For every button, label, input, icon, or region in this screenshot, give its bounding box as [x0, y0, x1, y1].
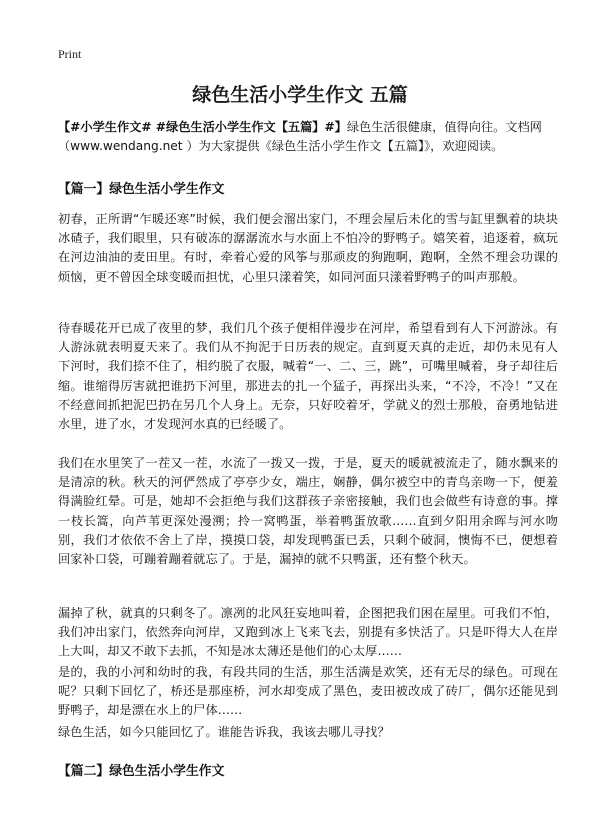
article-paragraph-6: 绿色生活，如今只能回忆了。谁能告诉我，我该去哪儿寻找？ [58, 725, 390, 739]
section-heading-1: 【篇一】绿色生活小学生作文 [58, 182, 225, 197]
intro-text: 绿色生活很健康，值得向往。文档网（www.wendang.net ）为大家提供《绿色生活小学生作文【五篇】》，欢迎阅读。 [58, 120, 542, 153]
section-heading-2: 【篇二】绿色生活小学生作文 [58, 764, 225, 779]
article-paragraph-2: 待春暖花开已成了夜里的梦，我们几个孩子便相伴漫步在河岸，希望看到有人下河游泳。有人游泳就表明夏天来了。我们从不拘泥于日历表的规定。直到夏天真的走近，却仍未见有人下河时，我们捺不住了，相约脱了衣服，喊着“一、二、三，跳”，可嘴里喊着，身子却往后缩。谁缩得厉害就把谁扔下河里，那进去的扎一个猛子，再探出头来，“不冷，不冷！”又在不经意间抓把泥巴扔在另几个人身上。无奈，只好咬着牙，学就义的烈士那般，奋勇地钻进水里，进了水，才发现河水真的已经暖了。 [58, 321, 558, 432]
page-title: 绿色生活小学生作文 五篇 [192, 84, 408, 106]
intro-paragraph [58, 118, 558, 156]
print-link[interactable]: Print [58, 47, 82, 61]
intro-tag: 【#小学生作文# #绿色生活小学生作文【五篇】#】 [58, 120, 347, 134]
article-paragraph-1: 初春，正所谓“乍暖还寒”时候，我们便会溜出家门，不理会屋后未化的雪与缸里飘着的块块冰碴子，我们眼里，只有破冻的潺潺流水与水面上不怕冷的野鸭子。嬉笑着，追逐着，疯玩在河边油油的麦田里。有时，牵着心爱的风筝与那顽皮的狗跑啊，跑啊，全然不理会功课的烦恼，更不曾因全球变暖而担忧，心里只漾着笑，如同河面只漾着野鸭子的叫声那般。 [58, 212, 558, 284]
article-paragraph-3: 我们在水里笑了一茬又一茬，水流了一拨又一拨，于是，夏天的暖就被流走了，随水飘来的是清凉的秋。秋天的河俨然成了亭亭少女，端庄，娴静，偶尔被空中的青鸟亲吻一下，便羞得满脸红晕。可是，她却不会拒绝与我们这群孩子亲密接触，我们也会做些有诗意的事。撑一枝长篙，向芦苇更深处漫溯；拎一窝鸭蛋，举着鸭蛋放歌……直到夕阳用余晖与河水吻别，我们才依依不舍上了岸，摸摸口袋，却发现鸭蛋已丢，只剩个破洞，懊悔不已，便想着回家补口袋，可蹦着蹦着就忘了。于是，漏掉的就不只鸭蛋，还有整个秋天。 [58, 456, 558, 567]
article-paragraph-4: 漏掉了秋，就真的只剩冬了。凛冽的北风狂妄地叫着，企图把我们困在屋里。可我们不怕，我们冲出家门，依然奔向河岸，又跑到冰上飞来飞去，别提有多快活了。只是吓得大人在岸上大叫，却又不敢下去抓，不知是冰太薄还是他们的心太厚…… [58, 606, 558, 659]
article-paragraph-5: 是的，我的小河和幼时的我，有段共同的生活，那生活满是欢笑，还有无尽的绿色。可现在呢？只剩下回忆了，桥还是那座桥，河水却变成了黑色，麦田被改成了砖厂，偶尔还能见到野鸭子，却是漂在水上的尸体…… [58, 665, 558, 718]
